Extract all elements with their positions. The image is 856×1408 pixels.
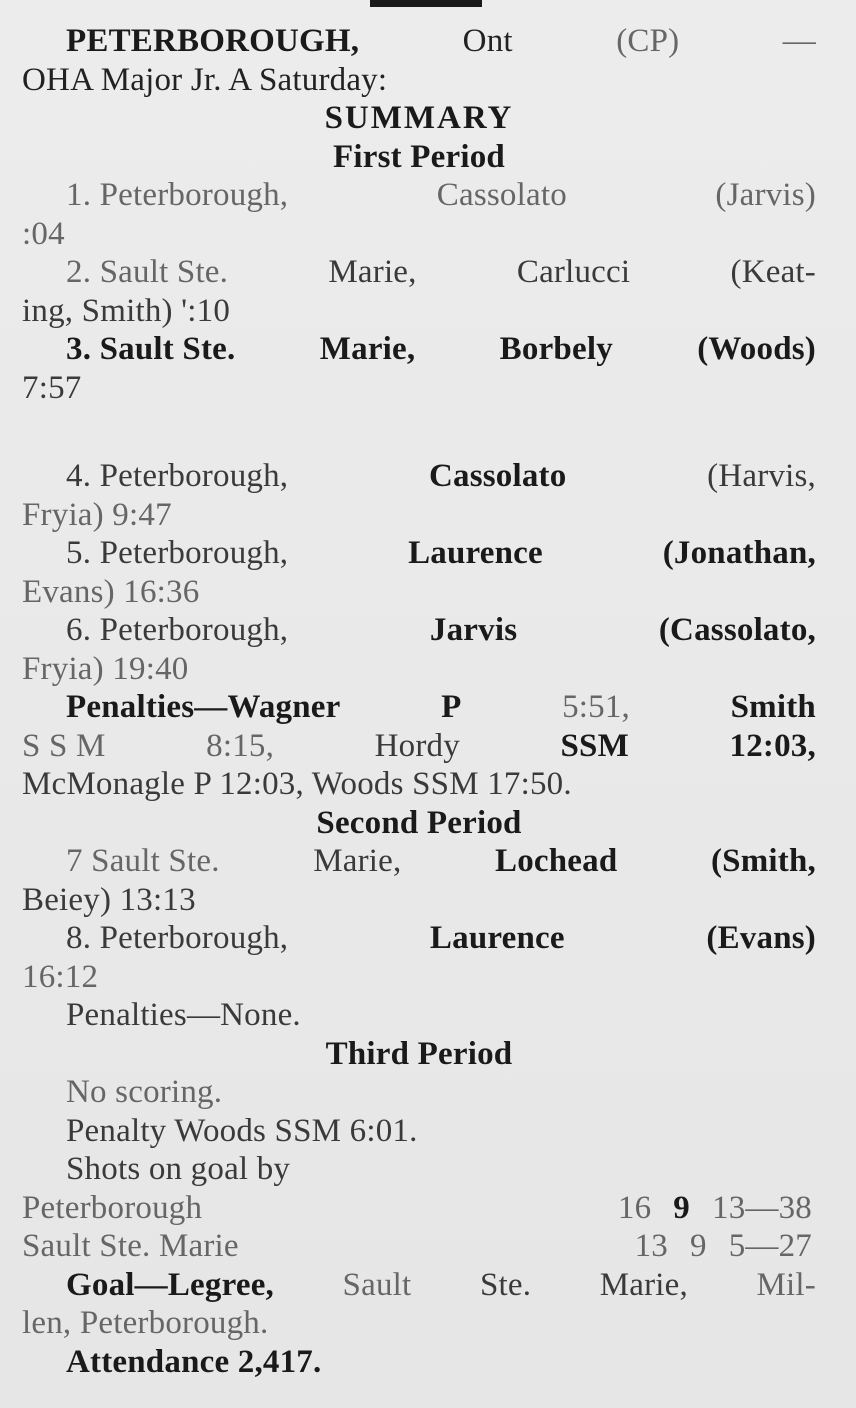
goal-2-line-1 (22, 253, 816, 292)
goal-6-line-1 (22, 611, 816, 650)
dateline-province: Ont (462, 23, 513, 59)
penalties-2-none: Penalties—None. (66, 997, 301, 1033)
goal-2-scorer: Carlucci (516, 254, 631, 290)
shots-1-p1: 16 (617, 1189, 652, 1226)
first-period-heading: First Period (333, 138, 505, 175)
penalties-2-d: SSM (560, 727, 629, 764)
goal-8-scorer: Laurence (429, 920, 565, 956)
shots-2-p2: 9 (689, 1228, 707, 1264)
goal-4-assists: (Harvis, (707, 458, 816, 494)
goal-1-line-1 (22, 176, 816, 215)
goal-5-time: Evans) 16:36 (22, 573, 200, 610)
shots-1-p2: 9 (673, 1189, 690, 1226)
shots-label: Shots on goal by (66, 1151, 291, 1187)
top-rule (370, 0, 482, 7)
spacer (22, 407, 816, 457)
goal-3-time: 7:57 (22, 369, 82, 406)
goal-3-team: 3. Sault Ste. (66, 331, 236, 367)
shots-1-total: 13—38 (712, 1189, 812, 1226)
dateline-city: PETERBOROUGH, (66, 23, 360, 59)
goal-5-team: 5. Peterborough, (66, 535, 289, 571)
goal-8-assists: (Evans) (706, 920, 816, 956)
goal-2-assists: (Keat- (730, 254, 816, 290)
goal-8-line-1 (22, 919, 816, 958)
goal-6-time: Fryia) 19:40 (22, 650, 189, 687)
goal-3-assists: (Woods) (697, 331, 816, 367)
goal-3-scorer: Borbely (499, 331, 613, 367)
goal-7-assists: (Smith, (710, 843, 816, 879)
penalties-2-e: 12:03, (729, 727, 816, 764)
dateline (22, 22, 816, 61)
third-period-penalty: Penalty Woods SSM 6:01. (66, 1112, 418, 1149)
penalties-2-a: S S M (22, 727, 106, 764)
shots-row-1 (22, 1189, 816, 1228)
goal-5-scorer: Laurence (408, 535, 543, 571)
goal-1-assists: (Jarvis) (715, 177, 816, 213)
goal-4-line-1 (22, 457, 816, 496)
attendance: Attendance 2,417. (66, 1343, 322, 1380)
penalties-1-line-2 (22, 727, 816, 766)
shots-team-2: Sault Ste. Marie (22, 1228, 239, 1264)
league-line (22, 61, 816, 100)
third-period-heading: Third Period (325, 1035, 513, 1072)
goal-2-time: ing, Smith) ':10 (22, 292, 231, 329)
shots-2-p1: 13 (634, 1228, 668, 1264)
goal-2-team: 2. Sault Ste. (66, 254, 229, 290)
penalties-1-a: Penalties—Wagner (66, 689, 341, 725)
goal-7-team-b: Marie, (313, 843, 402, 879)
goal-2-team-b: Marie, (328, 254, 417, 290)
goal-6-assists: (Cassolato, (658, 612, 816, 648)
penalties-1-line-3: McMonagle P 12:03, Woods SSM 17:50. (22, 766, 572, 802)
shots-values-1 (618, 1189, 816, 1228)
goalies-e: Mil- (756, 1266, 816, 1303)
goalies-line-2: len, Peterborough. (22, 1305, 269, 1341)
third-period-scoring: No scoring. (66, 1074, 223, 1110)
goal-5-assists: (Jonathan, (662, 535, 816, 571)
goal-7-scorer: Lochead (495, 843, 618, 879)
goal-5-line-1 (22, 534, 816, 573)
penalties-1-c: 5:51, (562, 689, 630, 725)
goalies-d: Marie, (599, 1266, 688, 1303)
penalties-2-c: Hordy (374, 727, 460, 764)
goal-4-scorer: Cassolato (428, 458, 567, 494)
goal-3-line-1 (22, 330, 816, 369)
goal-1-time: :04 (22, 215, 65, 252)
goalies-b: Sault (342, 1266, 412, 1303)
goal-7-time: Beiey) 13:13 (22, 881, 196, 918)
goal-6-team: 6. Peterborough, (66, 612, 289, 648)
league-text: OHA Major Jr. A Saturday: (22, 61, 388, 98)
shots-team-1: Peterborough (22, 1189, 203, 1226)
shots-2-total: 5—27 (728, 1228, 812, 1264)
goalies-line-1 (22, 1266, 816, 1305)
shots-row-2 (22, 1227, 816, 1266)
goalies-a: Goal—Legree, (66, 1266, 274, 1303)
dateline-agency: (CP) (616, 23, 680, 59)
goal-3-team-b: Marie, (319, 331, 416, 367)
shots-values-2 (635, 1227, 816, 1266)
goal-7-line-1 (22, 842, 816, 881)
goal-8-time: 16:12 (22, 958, 99, 995)
second-period-heading: Second Period (316, 804, 522, 841)
penalties-2-b: 8:15, (206, 727, 275, 764)
goal-7-team: 7 Sault Ste. (66, 843, 220, 879)
goal-4-team: 4. Peterborough, (66, 458, 289, 494)
dateline-dash: — (782, 23, 816, 59)
goalies-c: Ste. (479, 1266, 532, 1303)
summary-heading: SUMMARY (324, 100, 514, 136)
goal-6-scorer: Jarvis (429, 612, 518, 648)
penalties-1-line-1 (22, 688, 816, 727)
penalties-1-b: P (441, 689, 462, 725)
goal-1-team: 1. Peterborough, (66, 177, 289, 213)
goal-8-team: 8. Peterborough, (66, 920, 289, 956)
penalties-1-d: Smith (730, 689, 816, 725)
article-column (22, 22, 816, 1381)
goal-1-scorer: Cassolato (436, 177, 567, 213)
goal-4-time: Fryia) 9:47 (22, 496, 172, 533)
